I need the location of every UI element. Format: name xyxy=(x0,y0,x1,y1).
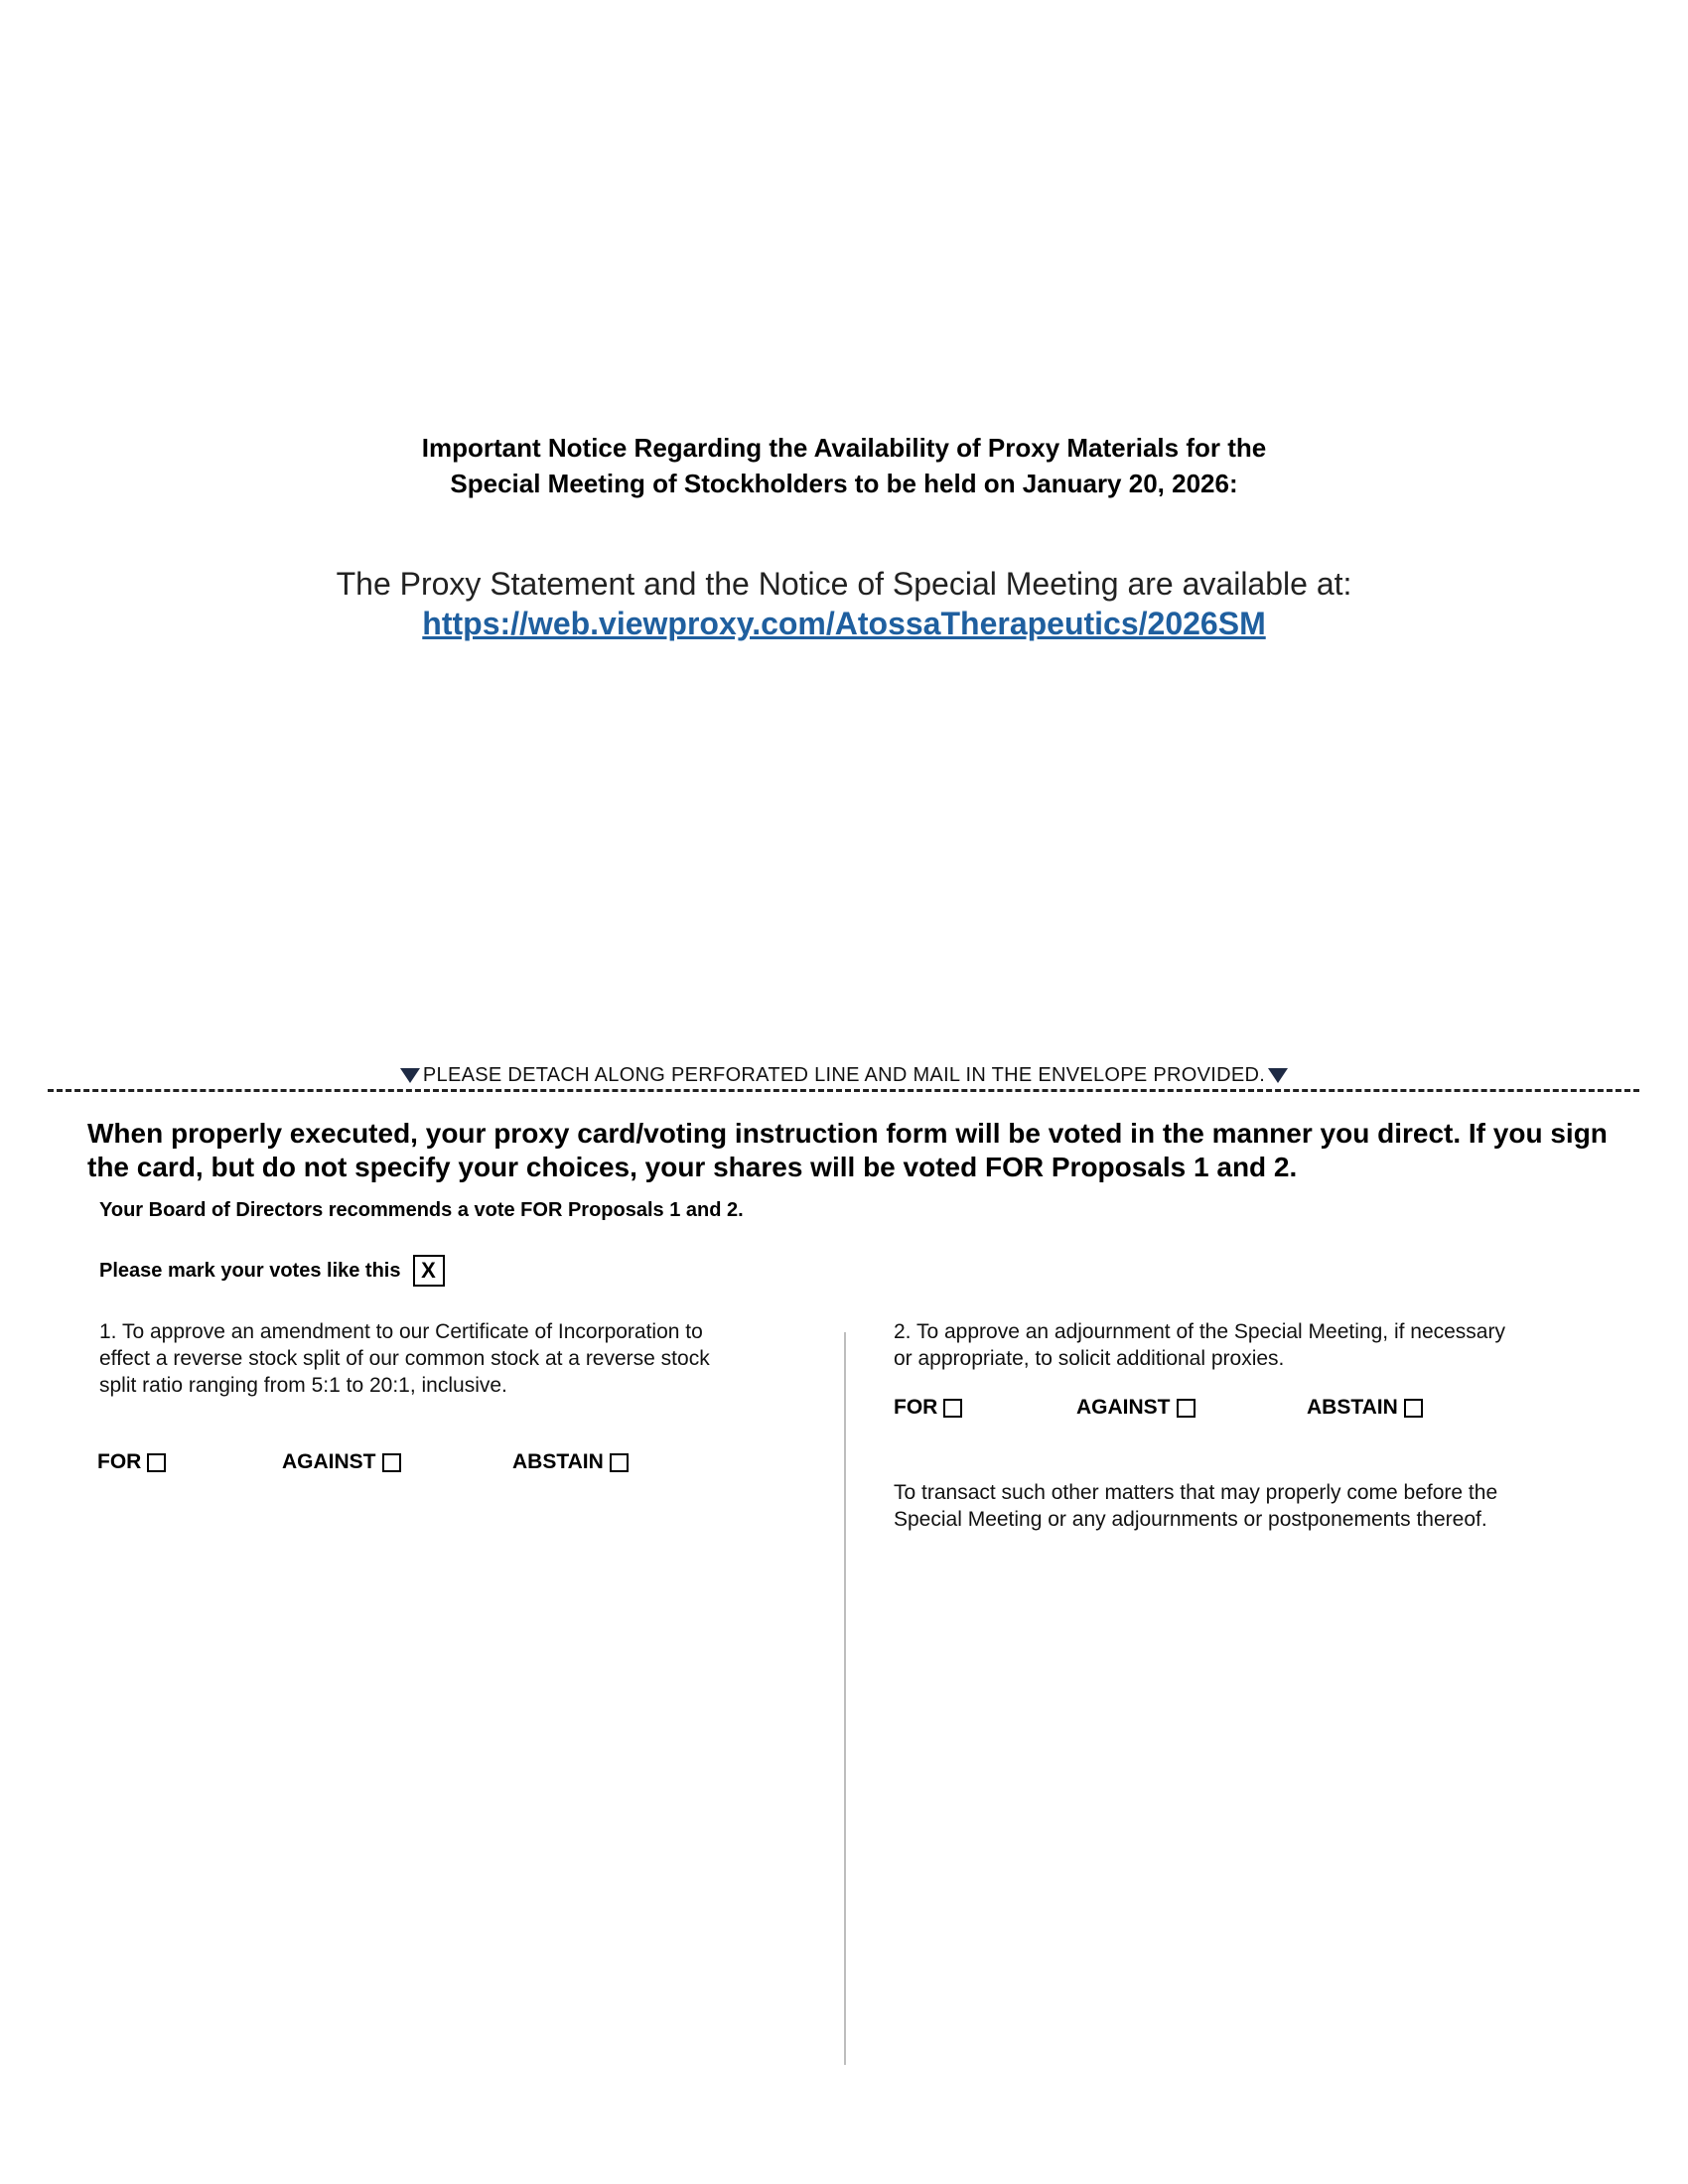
proposal-1-abstain[interactable] xyxy=(512,1449,629,1475)
proposal-1-against[interactable] xyxy=(282,1449,401,1475)
board-recommendation: Your Board of Directors recommends a vote FOR Proposals 1 and 2. xyxy=(99,1199,744,1221)
detach-instruction: PLEASE DETACH ALONG PERFORATED LINE AND MAIL IN THE ENVELOPE PROVIDED. xyxy=(422,1064,1266,1086)
proxy-materials-link-wrapper xyxy=(0,603,1688,644)
proposal-2-against[interactable] xyxy=(1076,1395,1196,1421)
perforated-line xyxy=(48,1089,1639,1092)
proposal-2-text: 2. To approve an adjournment of the Special Meeting, if necessary or appropriate, to solicit additional proxies. xyxy=(894,1320,1505,1370)
proxy-materials-link[interactable]: https://web.viewproxy.com/AtossaTherapeutics/2026SM xyxy=(422,606,1266,641)
mark-instruction: Please mark your votes like this xyxy=(99,1260,401,1282)
mark-example-box: X xyxy=(413,1255,445,1287)
detach-instruction-row xyxy=(0,1062,1688,1088)
proposal-2-for-checkbox[interactable] xyxy=(943,1399,962,1418)
proposal-1-against-checkbox[interactable] xyxy=(382,1453,401,1472)
choice-label: AGAINST xyxy=(282,1450,376,1473)
other-matters-text: To transact such other matters that may properly come before the Special Meeting or any adjournments or postponements thereof. xyxy=(894,1481,1498,1531)
availability-text: The Proxy Statement and the Notice of Special Meeting are available at: xyxy=(336,566,1352,602)
column-divider xyxy=(844,1332,846,2065)
notice-heading xyxy=(0,430,1688,501)
proposal-2-abstain[interactable] xyxy=(1307,1395,1423,1421)
proposal-1-for[interactable] xyxy=(97,1449,166,1475)
proposal-2-abstain-checkbox[interactable] xyxy=(1404,1399,1423,1418)
choice-label: AGAINST xyxy=(1076,1396,1171,1419)
down-triangle-icon xyxy=(1268,1068,1288,1083)
card-intro: When properly executed, your proxy card/voting instruction form will be voted in the manner you direct. If you sign the card, but do not specify your choices, your shares will be voted FOR Proposals 1 and 2. xyxy=(87,1118,1608,1182)
mark-example-row xyxy=(99,1255,445,1287)
notice-heading-line1: Important Notice Regarding the Availability of Proxy Materials for the xyxy=(421,433,1267,463)
proposal-2-for[interactable] xyxy=(894,1395,962,1421)
proposal-1-abstain-checkbox[interactable] xyxy=(610,1453,629,1472)
choice-label: ABSTAIN xyxy=(1307,1396,1398,1419)
proposal-1-text: 1. To approve an amendment to our Certificate of Incorporation to effect a reverse stock split of our common stock at a reverse stock split ratio ranging from 5:1 to 20:1, inclusive. xyxy=(99,1320,710,1397)
choice-label: FOR xyxy=(894,1396,938,1419)
down-triangle-icon xyxy=(400,1068,420,1083)
notice-heading-line2: Special Meeting of Stockholders to be held on January 20, 2026: xyxy=(450,469,1238,498)
choice-label: ABSTAIN xyxy=(512,1450,604,1473)
choice-label: FOR xyxy=(97,1450,142,1473)
proposal-1-for-checkbox[interactable] xyxy=(147,1453,166,1472)
proposal-2-against-checkbox[interactable] xyxy=(1177,1399,1196,1418)
